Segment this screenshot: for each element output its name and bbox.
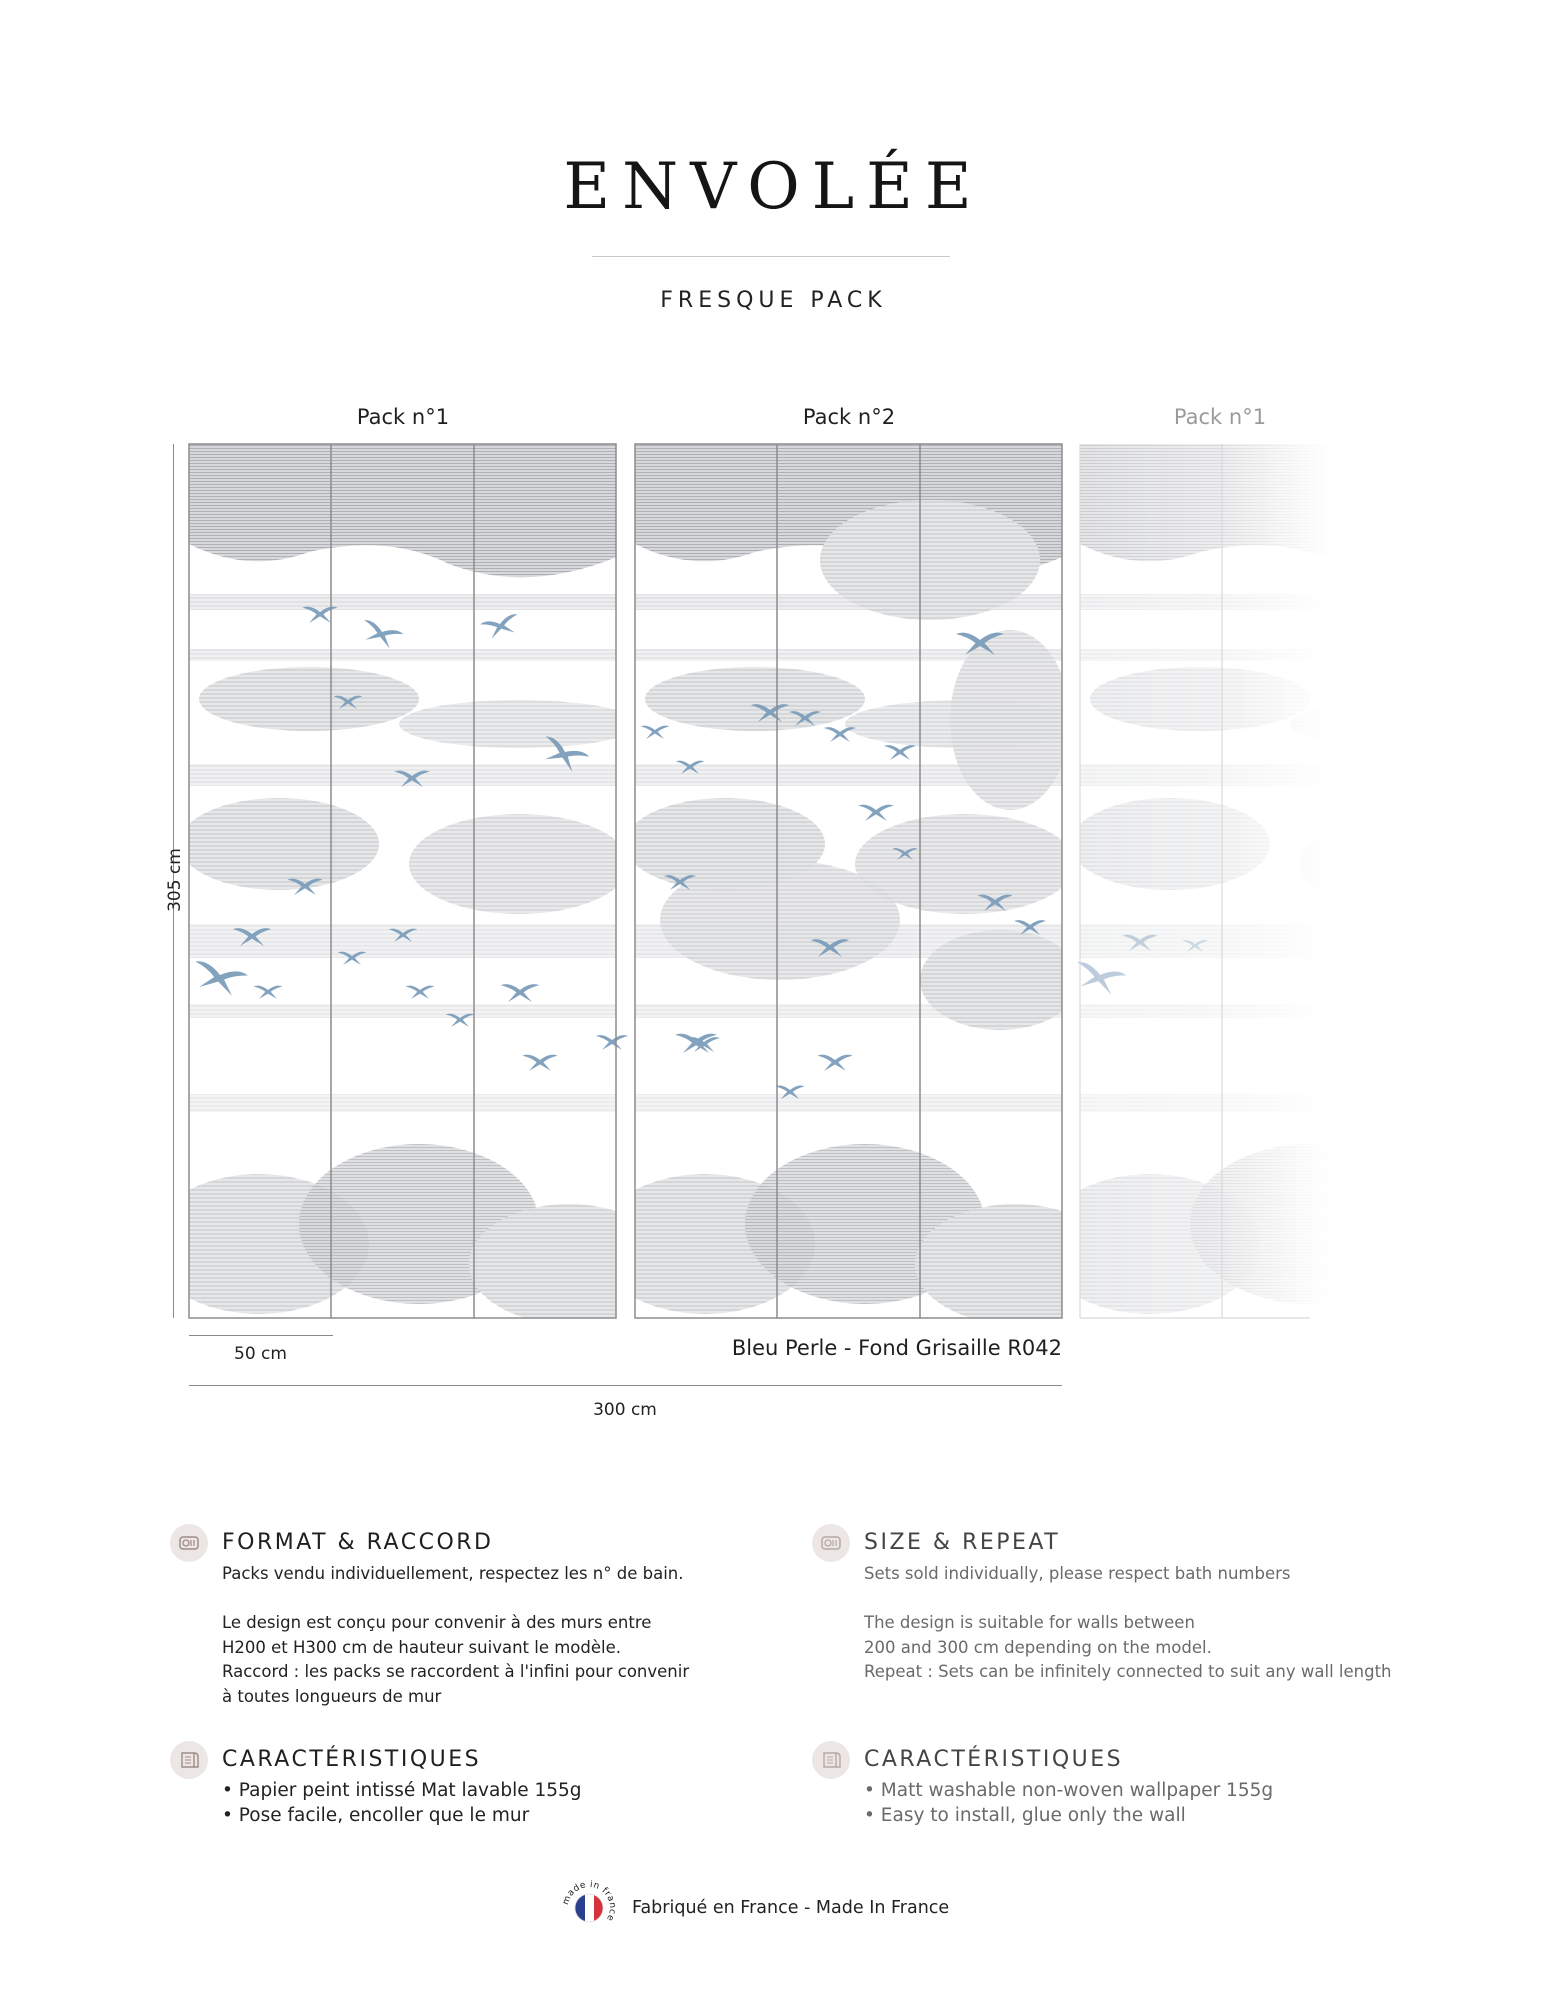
- format-body-en: The design is suitable for walls between 200 and 300 cm depending on the model. Repeat : Sets can be infinitely connected to suit any wall length: [864, 1613, 1392, 1681]
- made-in-france-badge: [560, 1878, 618, 1938]
- page-title: ENVOLÉE: [563, 150, 984, 224]
- wallpaper-roll-icon-en: [812, 1741, 850, 1779]
- format-intro-en: Sets sold individually, please respect bath numbers: [864, 1564, 1291, 1583]
- format-intro-fr: Packs vendu individuellement, respectez les n° de bain.: [222, 1564, 684, 1583]
- pack-label-3: Pack n°1: [1173, 405, 1267, 429]
- measuring-tape-icon: [170, 1524, 208, 1562]
- footer-text: Fabriqué en France - Made In France: [632, 1898, 950, 1918]
- list-item: • Pose facile, encoller que le mur: [222, 1805, 530, 1826]
- total-width-label: 300 cm: [593, 1400, 657, 1420]
- format-heading-fr: FORMAT & RACCORD: [222, 1530, 494, 1555]
- height-label: 305 cm: [165, 848, 185, 912]
- pack-label-1: Pack n°1: [356, 405, 450, 429]
- wallpaper-roll-icon: [170, 1741, 208, 1779]
- specs-heading-en: CARACTÉRISTIQUES: [864, 1747, 1124, 1772]
- specs-list-en: [864, 1778, 1273, 1828]
- badge-text: made in france: [561, 1879, 618, 1923]
- list-item: • Papier peint intissé Mat lavable 155g: [222, 1780, 582, 1801]
- specs-heading-fr: CARACTÉRISTIQUES: [222, 1747, 482, 1772]
- collection-label: Bleu Perle - Fond Grisaille R042: [731, 1336, 1062, 1360]
- format-heading-en: SIZE & REPEAT: [864, 1530, 1061, 1555]
- list-item: • Matt washable non-woven wallpaper 155g: [864, 1780, 1274, 1801]
- list-item: • Easy to install, glue only the wall: [864, 1805, 1186, 1826]
- specs-list-fr: [222, 1778, 582, 1828]
- page-subtitle: FRESQUE PACK: [660, 288, 887, 313]
- measuring-tape-icon-en: [812, 1524, 850, 1562]
- strip-width-label: 50 cm: [234, 1344, 287, 1364]
- strip-width-line: [189, 1335, 333, 1336]
- format-body-fr: Le design est conçu pour convenir à des murs entre H200 et H300 cm de hauteur suivant le modèle. Raccord : les packs se raccordent à l'infini pour convenir à toutes longueurs de mur: [222, 1613, 690, 1706]
- pack-label-2: Pack n°2: [802, 405, 896, 429]
- total-width-line: [189, 1385, 1062, 1386]
